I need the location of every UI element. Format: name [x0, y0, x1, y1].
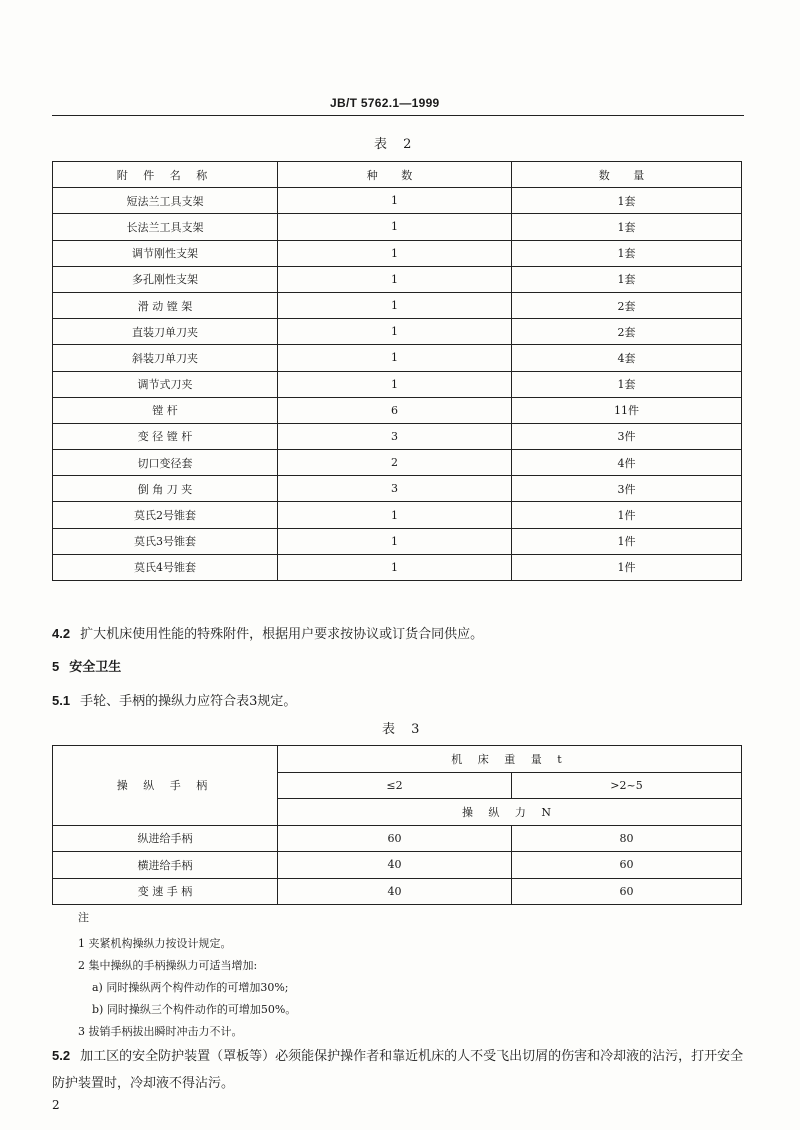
- group-header: 机 床 重 量 t: [278, 746, 742, 773]
- clause-text: 手轮、手柄的操纵力应符合表3规定。: [80, 694, 297, 709]
- quantity-cell: 4件: [512, 450, 742, 476]
- force-value-cell: 60: [512, 852, 742, 879]
- kind-count-cell: 1: [278, 502, 512, 528]
- attachment-name-cell: 斜装刀单刀夹: [53, 345, 278, 371]
- attachment-name-cell: 切口变径套: [53, 450, 278, 476]
- section-title: 安全卫生: [69, 659, 122, 674]
- table-row: [53, 240, 742, 266]
- table-row: [53, 214, 742, 240]
- table-row: [53, 528, 742, 554]
- attachment-name-cell: 倒 角 刀 夹: [53, 476, 278, 502]
- note-item: b) 同时操纵三个构件动作的可增加50%。: [92, 1003, 297, 1016]
- kind-count-cell: 1: [278, 214, 512, 240]
- quantity-cell: 3件: [512, 423, 742, 449]
- kind-count-cell: 1: [278, 528, 512, 554]
- quantity-cell: 1套: [512, 266, 742, 292]
- kind-count-cell: 1: [278, 266, 512, 292]
- quantity-cell: 1套: [512, 371, 742, 397]
- table-row: [53, 825, 742, 852]
- table3-header-row-1: [53, 746, 742, 773]
- section-number: 5: [52, 659, 60, 674]
- attachment-name-cell: 短法兰工具支架: [53, 188, 278, 214]
- kind-count-cell: 2: [278, 450, 512, 476]
- handle-name-cell: 纵进给手柄: [53, 825, 278, 852]
- attachment-name-cell: 莫氏2号锥套: [53, 502, 278, 528]
- attachment-name-cell: 调节式刀夹: [53, 371, 278, 397]
- force-value-cell: 40: [278, 878, 512, 905]
- kind-count-cell: 3: [278, 423, 512, 449]
- table-row: [53, 397, 742, 423]
- table2-caption: 表 2: [374, 137, 418, 152]
- section-5-heading: [52, 656, 121, 675]
- table3-caption: 表 3: [382, 722, 426, 737]
- note-item: 3 拔销手柄拔出瞬时冲击力不计。: [78, 1025, 243, 1038]
- note-item: a) 同时操纵两个构件动作的可增加30%;: [92, 981, 289, 994]
- force-value-cell: 60: [278, 825, 512, 852]
- clause-number: 4.2: [52, 626, 71, 641]
- table-row: [53, 450, 742, 476]
- column-header: 种 数: [278, 162, 512, 188]
- table-row: [53, 502, 742, 528]
- note-item: 1 夹紧机构操纵力按设计规定。: [78, 937, 232, 950]
- attachment-name-cell: 变 径 镗 杆: [53, 423, 278, 449]
- attachment-name-cell: 莫氏4号锥套: [53, 554, 278, 580]
- paragraph-5-2: [52, 1042, 744, 1097]
- kind-count-cell: 1: [278, 188, 512, 214]
- paragraph-4-2: [52, 623, 483, 642]
- table-row: [53, 266, 742, 292]
- attachment-name-cell: 长法兰工具支架: [53, 214, 278, 240]
- quantity-cell: 2套: [512, 319, 742, 345]
- attachment-name-cell: 镗 杆: [53, 397, 278, 423]
- handle-name-cell: 横进给手柄: [53, 852, 278, 879]
- table-row: [53, 423, 742, 449]
- table-row: [53, 878, 742, 905]
- clause-number: 5.2: [52, 1048, 71, 1063]
- kind-count-cell: 1: [278, 345, 512, 371]
- table-row: [53, 292, 742, 318]
- table-row: [53, 188, 742, 214]
- force-value-cell: 80: [512, 825, 742, 852]
- clause-text: 加工区的安全防护装置（罩板等）必须能保护操作者和靠近机床的人不受飞出切屑的伤害和冷却液的沾污，打开安全防护装置时，冷却液不得沾污。: [52, 1049, 744, 1091]
- clause-number: 5.1: [52, 693, 71, 708]
- quantity-cell: 4套: [512, 345, 742, 371]
- paragraph-5-1: [52, 690, 296, 709]
- kind-count-cell: 1: [278, 292, 512, 318]
- table2: [52, 161, 742, 581]
- column-header: ≤2: [278, 772, 512, 799]
- clause-text: 扩大机床使用性能的特殊附件，根据用户要求按协议或订货合同供应。: [80, 627, 484, 642]
- table-row: [53, 554, 742, 580]
- column-header: >2~5: [512, 772, 742, 799]
- force-value-cell: 60: [512, 878, 742, 905]
- quantity-cell: 1套: [512, 240, 742, 266]
- attachment-name-cell: 滑 动 镗 架: [53, 292, 278, 318]
- kind-count-cell: 1: [278, 371, 512, 397]
- quantity-cell: 1件: [512, 554, 742, 580]
- unit-header: 操 纵 力 N: [278, 799, 742, 826]
- attachment-name-cell: 调节刚性支架: [53, 240, 278, 266]
- row-header: 操 纵 手 柄: [53, 746, 278, 826]
- table-row: [53, 319, 742, 345]
- header-rule: [52, 115, 744, 116]
- kind-count-cell: 1: [278, 319, 512, 345]
- handle-name-cell: 变 速 手 柄: [53, 878, 278, 905]
- column-header: 数 量: [512, 162, 742, 188]
- table-row: [53, 476, 742, 502]
- quantity-cell: 1件: [512, 502, 742, 528]
- kind-count-cell: 6: [278, 397, 512, 423]
- note-item: 2 集中操纵的手柄操纵力可适当增加:: [78, 959, 258, 972]
- quantity-cell: 1套: [512, 188, 742, 214]
- kind-count-cell: 3: [278, 476, 512, 502]
- attachment-name-cell: 直装刀单刀夹: [53, 319, 278, 345]
- notes-label: 注: [78, 911, 89, 924]
- quantity-cell: 2套: [512, 292, 742, 318]
- column-header: 附 件 名 称: [53, 162, 278, 188]
- attachment-name-cell: 莫氏3号锥套: [53, 528, 278, 554]
- page-number: 2: [52, 1098, 60, 1112]
- table-row: [53, 371, 742, 397]
- quantity-cell: 3件: [512, 476, 742, 502]
- attachment-name-cell: 多孔刚性支架: [53, 266, 278, 292]
- standard-number: JB/T 5762.1—1999: [330, 96, 440, 110]
- table-row: [53, 852, 742, 879]
- quantity-cell: 11件: [512, 397, 742, 423]
- force-value-cell: 40: [278, 852, 512, 879]
- table3: [52, 745, 742, 905]
- kind-count-cell: 1: [278, 240, 512, 266]
- table-row: [53, 345, 742, 371]
- kind-count-cell: 1: [278, 554, 512, 580]
- table2-header-row: [53, 162, 742, 188]
- quantity-cell: 1件: [512, 528, 742, 554]
- quantity-cell: 1套: [512, 214, 742, 240]
